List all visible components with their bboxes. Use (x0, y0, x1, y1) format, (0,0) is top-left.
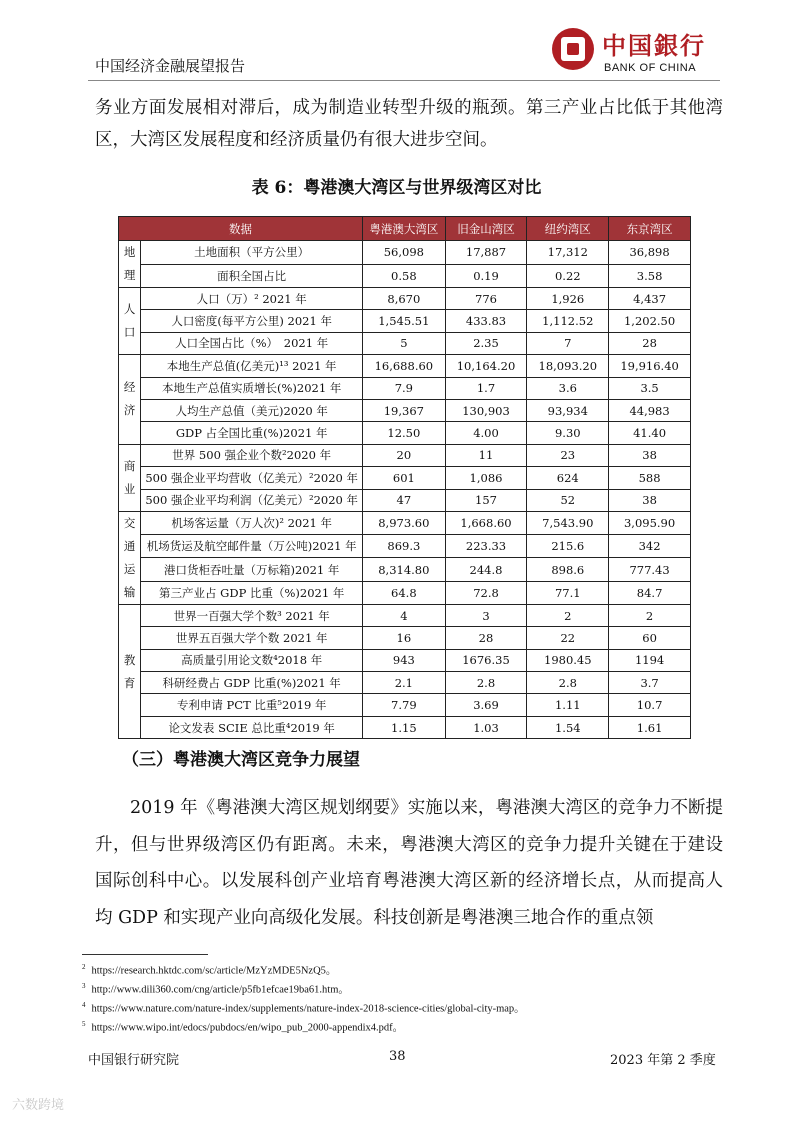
column-header: 旧金山湾区 (445, 217, 527, 241)
footnote-text: https://research.hktdc.com/sc/article/MzYzMDE5NzQ5。 (91, 965, 337, 977)
table-row (119, 581, 691, 604)
value-cell: 1676.35 (445, 649, 527, 671)
logo-chinese-name: 中国銀行 (602, 31, 706, 60)
value-cell: 28 (445, 627, 527, 649)
table-row (119, 310, 691, 332)
value-cell: 8,973.60 (363, 511, 446, 534)
value-cell: 1.03 (445, 716, 527, 738)
footnote-number: 4 (82, 1001, 86, 1009)
footnote (82, 960, 525, 979)
value-cell: 943 (363, 649, 446, 671)
value-cell: 38 (609, 444, 691, 466)
row-label: 专利申请 PCT 比重⁵2019 年 (141, 694, 363, 716)
category-cell: 教育 (119, 604, 141, 738)
value-cell: 60 (609, 627, 691, 649)
table-row (119, 264, 691, 288)
table-row (119, 535, 691, 558)
value-cell: 3 (445, 604, 527, 626)
row-label: 机场客运量（万人次)² 2021 年 (141, 511, 363, 534)
value-cell: 77.1 (527, 581, 609, 604)
column-header: 粤港澳大湾区 (363, 217, 446, 241)
table-row (119, 672, 691, 694)
value-cell: 17,312 (527, 241, 609, 265)
value-cell: 19,916.40 (609, 355, 691, 377)
value-cell: 3,095.90 (609, 511, 691, 534)
table-row (119, 694, 691, 716)
row-label: 世界一百强大学个数³ 2021 年 (141, 604, 363, 626)
value-cell: 8,670 (363, 288, 446, 310)
value-cell: 1,545.51 (363, 310, 446, 332)
value-cell: 22 (527, 627, 609, 649)
value-cell: 1,926 (527, 288, 609, 310)
value-cell: 72.8 (445, 581, 527, 604)
value-cell: 1980.45 (527, 649, 609, 671)
value-cell: 7 (527, 332, 609, 354)
value-cell: 223.33 (445, 535, 527, 558)
table-row (119, 489, 691, 511)
value-cell: 1.11 (527, 694, 609, 716)
value-cell: 12.50 (363, 422, 446, 444)
value-cell: 4.00 (445, 422, 527, 444)
row-label: 500 强企业平均利润（亿美元）²2020 年 (141, 489, 363, 511)
footnote-number: 5 (82, 1020, 86, 1028)
value-cell: 4 (363, 604, 446, 626)
row-label: 本地生产总值(亿美元)¹³ 2021 年 (141, 355, 363, 377)
category-cell: 商业 (119, 444, 141, 511)
row-label: 面积全国占比 (141, 264, 363, 288)
value-cell: 7.79 (363, 694, 446, 716)
table-title: 表 6：粤港澳大湾区与世界级湾区对比 (251, 178, 542, 198)
value-cell: 2 (527, 604, 609, 626)
category-cell: 地理 (119, 241, 141, 288)
value-cell: 7.9 (363, 377, 446, 399)
value-cell: 28 (609, 332, 691, 354)
table-row (119, 422, 691, 444)
table-row (119, 377, 691, 399)
value-cell: 3.69 (445, 694, 527, 716)
value-cell: 157 (445, 489, 527, 511)
value-cell: 869.3 (363, 535, 446, 558)
value-cell: 244.8 (445, 558, 527, 581)
value-cell: 1,668.60 (445, 511, 527, 534)
row-label: GDP 占全国比重(%)2021 年 (141, 422, 363, 444)
row-label: 土地面积（平方公里） (141, 241, 363, 265)
row-label: 人口（万）² 2021 年 (141, 288, 363, 310)
value-cell: 9.30 (527, 422, 609, 444)
value-cell: 1.7 (445, 377, 527, 399)
value-cell: 1.15 (363, 716, 446, 738)
footnote-number: 2 (82, 963, 86, 971)
bank-logo (552, 24, 722, 80)
value-cell: 23 (527, 444, 609, 466)
row-label: 科研经费占 GDP 比重(%)2021 年 (141, 672, 363, 694)
value-cell: 56,098 (363, 241, 446, 265)
row-label: 人口密度(每平方公里) 2021 年 (141, 310, 363, 332)
value-cell: 2.8 (445, 672, 527, 694)
footnote (82, 1017, 525, 1036)
row-label: 第三产业占 GDP 比重（%)2021 年 (141, 581, 363, 604)
value-cell: 588 (609, 467, 691, 489)
value-cell: 10,164.20 (445, 355, 527, 377)
table-row (119, 467, 691, 489)
table-row (119, 649, 691, 671)
body-paragraph: 2019 年《粤港澳大湾区规划纲要》实施以来，粤港澳大湾区的竞争力不断提升，但与世界级湾区仍有距离。未来，粤港澳大湾区的竞争力提升关键在于建设国际创科中心。以发展科创产业培育粤港澳大湾区新的经济增长点，从而提高人均 GDP 和实现产业向高级化发展。科技创新是粤港澳三地合作的重点领 (95, 798, 723, 928)
value-cell: 41.40 (609, 422, 691, 444)
value-cell: 17,887 (445, 241, 527, 265)
value-cell: 8,314.80 (363, 558, 446, 581)
table-row (119, 716, 691, 738)
category-cell: 经济 (119, 355, 141, 445)
value-cell: 342 (609, 535, 691, 558)
footer-period: 2023 年第 2 季度 (610, 1053, 716, 1068)
value-cell: 5 (363, 332, 446, 354)
logo-english-name: BANK OF CHINA (604, 62, 697, 74)
value-cell: 64.8 (363, 581, 446, 604)
footnote-text: https://www.nature.com/nature-index/supplements/nature-index-2018-science-cities/global-city-map。 (91, 1003, 525, 1015)
value-cell: 44,983 (609, 399, 691, 421)
value-cell: 4,437 (609, 288, 691, 310)
category-cell: 人口 (119, 288, 141, 355)
table-row (119, 241, 691, 265)
row-label: 人均生产总值（美元)2020 年 (141, 399, 363, 421)
row-label: 本地生产总值实质增长(%)2021 年 (141, 377, 363, 399)
value-cell: 3.7 (609, 672, 691, 694)
value-cell: 0.58 (363, 264, 446, 288)
footnotes (82, 960, 525, 1036)
value-cell: 3.58 (609, 264, 691, 288)
value-cell: 1194 (609, 649, 691, 671)
table-body (119, 241, 691, 739)
value-cell: 84.7 (609, 581, 691, 604)
row-label: 论文发表 SCIE 总比重⁴2019 年 (141, 716, 363, 738)
value-cell: 777.43 (609, 558, 691, 581)
value-cell: 16,688.60 (363, 355, 446, 377)
value-cell: 130,903 (445, 399, 527, 421)
value-cell: 36,898 (609, 241, 691, 265)
footnote-text: https://www.wipo.int/edocs/pubdocs/en/wipo_pub_2000-appendix4.pdf。 (91, 1022, 404, 1034)
section-heading: （三）粤港澳大湾区竞争力展望 (122, 750, 360, 770)
report-header-title: 中国经济金融展望报告 (95, 57, 246, 75)
value-cell: 2.8 (527, 672, 609, 694)
category-cell: 交通运输 (119, 511, 141, 604)
watermark: 六数跨境 (12, 1097, 65, 1112)
value-cell: 38 (609, 489, 691, 511)
value-cell: 2.35 (445, 332, 527, 354)
column-header: 东京湾区 (609, 217, 691, 241)
table-header-row (119, 217, 691, 241)
row-label: 人口全国占比（%） 2021 年 (141, 332, 363, 354)
row-label: 世界 500 强企业个数²2020 年 (141, 444, 363, 466)
value-cell: 601 (363, 467, 446, 489)
value-cell: 7,543.90 (527, 511, 609, 534)
table-row (119, 444, 691, 466)
footnote-text: http://www.dili360.com/cng/article/p5fb1efcae19ba61.htm。 (91, 984, 349, 996)
row-label: 500 强企业平均营收（亿美元）²2020 年 (141, 467, 363, 489)
row-label: 高质量引用论文数⁴2018 年 (141, 649, 363, 671)
column-header: 数据 (119, 217, 363, 241)
footnote-divider (82, 954, 208, 955)
footer-institute: 中国银行研究院 (88, 1053, 180, 1068)
value-cell: 2.1 (363, 672, 446, 694)
value-cell: 1,202.50 (609, 310, 691, 332)
value-cell: 16 (363, 627, 446, 649)
value-cell: 898.6 (527, 558, 609, 581)
value-cell: 93,934 (527, 399, 609, 421)
value-cell: 2 (609, 604, 691, 626)
value-cell: 47 (363, 489, 446, 511)
table-row (119, 399, 691, 421)
value-cell: 0.22 (527, 264, 609, 288)
column-header: 纽约湾区 (527, 217, 609, 241)
value-cell: 1.54 (527, 716, 609, 738)
value-cell: 1,112.52 (527, 310, 609, 332)
footnote (82, 979, 525, 998)
header-divider (88, 80, 720, 81)
value-cell: 11 (445, 444, 527, 466)
table-row (119, 355, 691, 377)
value-cell: 624 (527, 467, 609, 489)
bank-of-china-emblem-icon (552, 28, 594, 70)
table-row (119, 288, 691, 310)
row-label: 世界五百强大学个数 2021 年 (141, 627, 363, 649)
value-cell: 20 (363, 444, 446, 466)
value-cell: 215.6 (527, 535, 609, 558)
row-label: 港口货柜吞吐量（万标箱)2021 年 (141, 558, 363, 581)
value-cell: 1,086 (445, 467, 527, 489)
footnote (82, 998, 525, 1017)
value-cell: 52 (527, 489, 609, 511)
value-cell: 433.83 (445, 310, 527, 332)
value-cell: 776 (445, 288, 527, 310)
table-row (119, 511, 691, 534)
value-cell: 18,093.20 (527, 355, 609, 377)
row-label: 机场货运及航空邮件量（万公吨)2021 年 (141, 535, 363, 558)
page-number: 38 (389, 1049, 406, 1064)
footnote-number: 3 (82, 982, 86, 990)
value-cell: 3.6 (527, 377, 609, 399)
table-row (119, 604, 691, 626)
value-cell: 10.7 (609, 694, 691, 716)
value-cell: 0.19 (445, 264, 527, 288)
comparison-table (118, 216, 691, 739)
value-cell: 3.5 (609, 377, 691, 399)
table-row (119, 332, 691, 354)
intro-paragraph: 务业方面发展相对滞后，成为制造业转型升级的瓶颈。第三产业占比低于其他湾区，大湾区发展程度和经济质量仍有很大进步空间。 (95, 98, 723, 150)
value-cell: 1.61 (609, 716, 691, 738)
value-cell: 19,367 (363, 399, 446, 421)
table-row (119, 627, 691, 649)
table-row (119, 558, 691, 581)
